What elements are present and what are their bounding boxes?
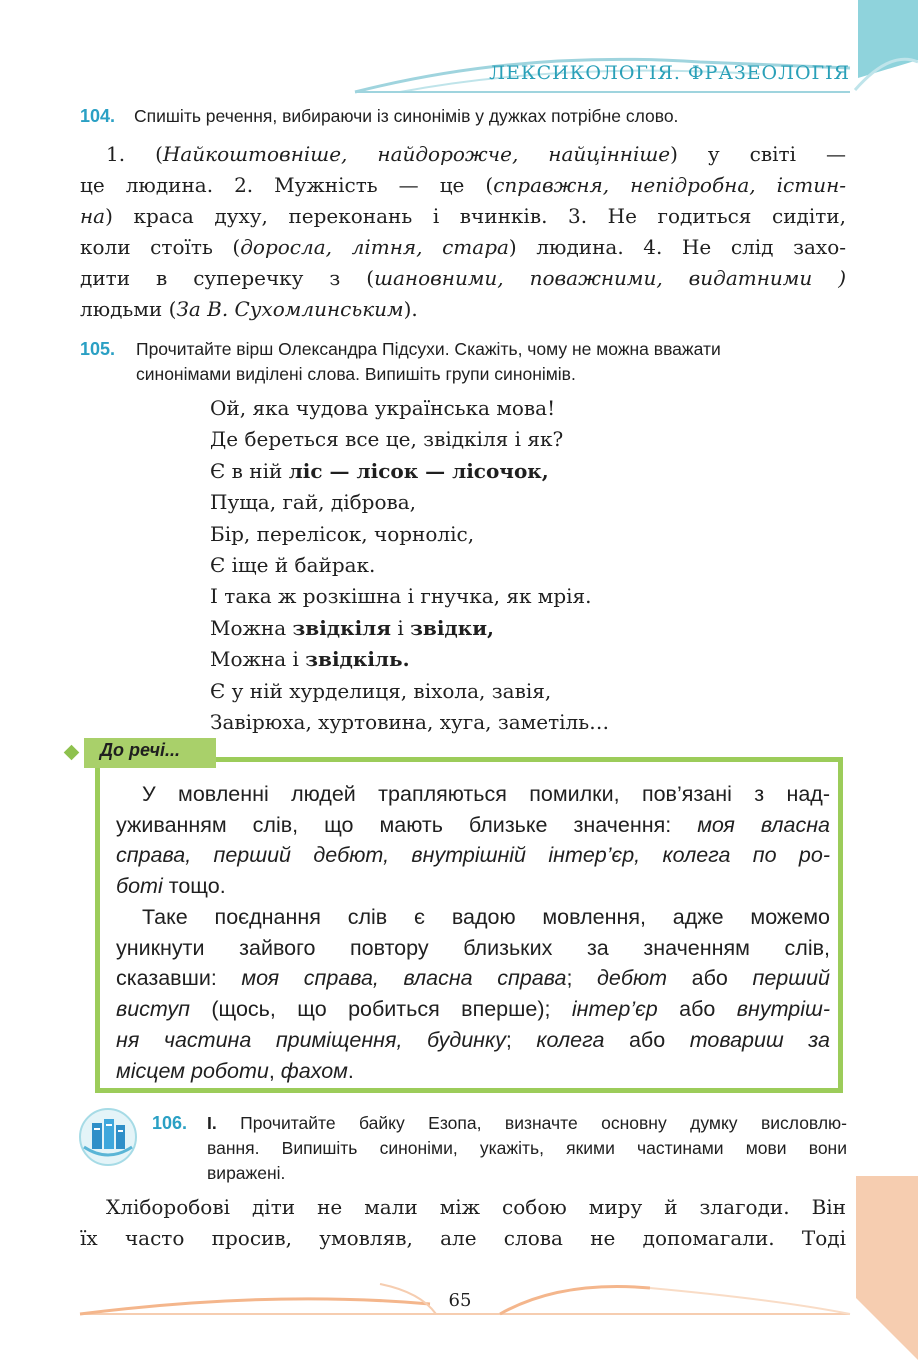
note-line: справа, перший дебют, внутрішній інтер’єр, колега по ро- [116, 843, 830, 868]
poem-line: Є у ній хурделиця, віхола, завія, [210, 678, 552, 703]
note-line: виступ (щось, що робиться вперше); інтер’єр або внутріш- [116, 997, 830, 1022]
fable-line: Хліборобові діти не мали між собою миру й злагоди. Він [106, 1195, 846, 1219]
instruction-line: синонімами виділені слова. Випишіть групи синонімів. [136, 364, 576, 384]
note-line: Таке поєднання слів є вадою мовлення, адже можемо [142, 905, 830, 929]
poem-line: Завірюха, хуртовина, хуга, заметіль… [210, 710, 610, 735]
poem-line: Можна і звідкіль. [210, 647, 410, 672]
note-line: сказавши: моя справа, власна справа; дебют або перший [116, 966, 830, 991]
note-line: У мовленні людей трапляються помилки, пов’язані з над- [142, 782, 830, 806]
note-line: місцем роботи, фахом. [116, 1058, 354, 1083]
header-decoration [0, 0, 918, 110]
poem-line: Є в ній ліс — лісок — лісочок, [210, 458, 549, 483]
poem-line: Пуща, гай, діброва, [210, 490, 417, 515]
task-105-instruction [136, 337, 848, 387]
note-line: уникнути зайвого повтору близьких за значенням слів, [116, 935, 830, 960]
instruction-line: вання. Випишіть синоніми, укажіть, якими частинами мови вони [207, 1138, 847, 1158]
note-line: ня частина приміщення, будинку; колега або товариш за [116, 1027, 830, 1052]
instruction-line: виражені. [207, 1163, 286, 1183]
task-104-line: коли стоїть (доросла, літня, стара) людина. 4. Не слід захо- [80, 235, 846, 259]
fable-text [80, 1192, 846, 1254]
poem-line: Де береться все це, звідкіля і як? [210, 427, 564, 452]
task-106-instruction [207, 1111, 847, 1186]
fable-line: їх часто просив, умовляв, але слова не допомагали. Тоді [80, 1226, 846, 1250]
note-line: боті тощо. [116, 874, 226, 899]
note-line: уживанням слів, що мають близьке значення: моя власна [116, 812, 831, 837]
task-104-line: 1. (Найкоштовніше, найдорожче, найцінніше) у світі — [106, 142, 846, 166]
task-104-line: дити в суперечку з (шановними, поважними, видатними ) [80, 266, 846, 290]
poem-line: Можна звідкіля і звідки, [210, 615, 495, 640]
poem-line: Є іще й байрак. [210, 553, 376, 578]
books-icon [78, 1107, 138, 1167]
instruction-line: Прочитайте вірш Олександра Підсухи. Скажіть, чому не можна вважати [136, 339, 721, 359]
note-label: До речі... [100, 740, 181, 760]
task-105-number: 105. [80, 339, 116, 359]
task-106-number: 106. [152, 1113, 188, 1133]
note-paragraph-1 [116, 779, 830, 902]
task-104-instruction: Спишіть речення, вибираючи із синонімів у дужках потрібне слово. [134, 106, 679, 126]
poem-line: Ой, яка чудова українська мова! [210, 396, 556, 420]
diamond-icon [64, 745, 80, 761]
task-104-line: на) краса духу, переконань і вчинків. 3. Не годиться сидіти, [80, 204, 846, 228]
poem-line: Бір, перелісок, чорноліс, [210, 521, 475, 546]
poem-line: І така ж розкішна і гнучка, як мрія. [210, 584, 592, 609]
instruction-line: І. Прочитайте байку Езопа, визначте основну думку висловлю- [207, 1113, 847, 1133]
section-title: ЛЕКСИКОЛОГІЯ. ФРАЗЕОЛОГІЯ [489, 62, 850, 84]
note-paragraph-2 [116, 902, 830, 1086]
task-104-line: людьми (За В. Сухомлинським). [80, 297, 418, 321]
poem [210, 393, 609, 738]
task-104-text [80, 139, 846, 325]
task-104-number: 104. [80, 106, 116, 126]
task-104-line: це людина. 2. Мужність — це (справжня, непідробна, істин- [80, 173, 847, 197]
page-number: 65 [448, 1290, 472, 1311]
